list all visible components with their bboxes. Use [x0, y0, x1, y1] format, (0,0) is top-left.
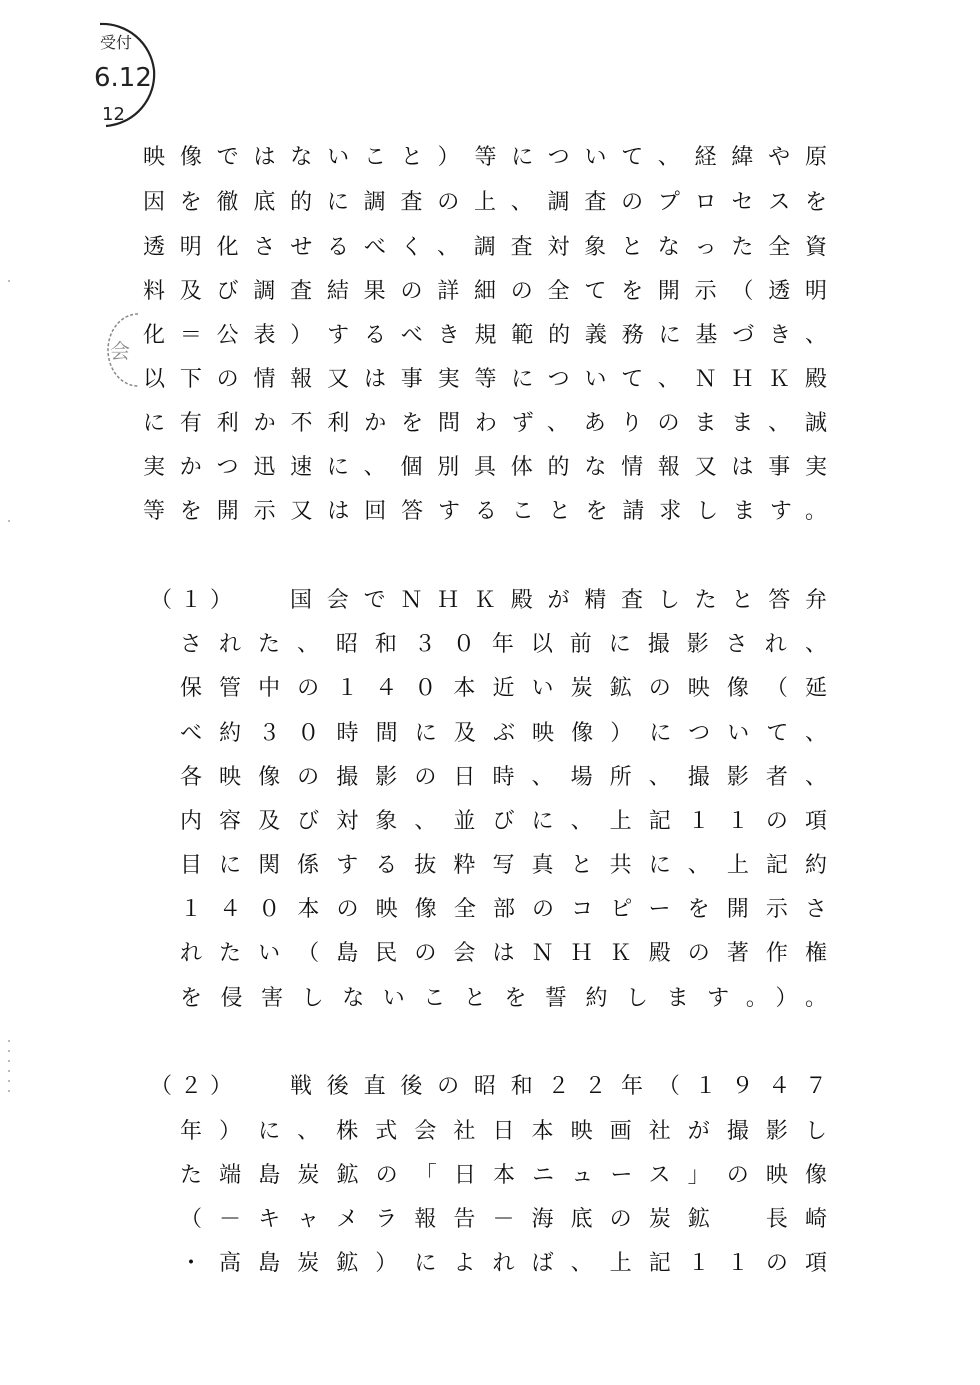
text-line: た端島炭鉱の「日本ニュース」の映像: [180, 1163, 827, 1188]
text-line: 各映像の撮影の日時、場所、撮影者、: [180, 765, 827, 790]
text-line: 化＝公表）するべき規範的義務に基づき、: [143, 323, 827, 348]
seal-icon: [98, 310, 140, 390]
text-line: れたい（島民の会はＮＨＫ殿の著作権: [180, 941, 827, 966]
text-line: 以下の情報又は事実等について、ＮＨＫ殿: [143, 367, 827, 392]
text-line: 内容及び対象、並びに、上記１１の項: [180, 809, 827, 834]
text-line: 国会でＮＨＫ殿が精査したと答弁: [290, 588, 827, 613]
text-line: された、昭和３０年以前に撮影され、: [180, 632, 827, 657]
received-date-stamp: [92, 20, 162, 130]
text-line: 料及び調査結果の詳細の全てを開示（透明: [143, 279, 827, 304]
stamp-circle-icon: [92, 20, 162, 130]
text-line: 年）に、株式会社日本映画社が撮影し: [180, 1119, 827, 1144]
text-line: べ約３０時間に及ぶ映像）について、: [180, 721, 827, 746]
text-line: 目に関係する抜粋写真と共に、上記約: [180, 853, 827, 878]
text-line: 映像ではないこと）等について、経緯や原: [143, 145, 827, 170]
seal-text: 会: [110, 339, 130, 363]
text-line: 戦後直後の昭和２２年（１９４７: [290, 1074, 827, 1099]
stamp-text-3: 12: [102, 104, 125, 125]
text-line: に有利か不利かを問わず、ありのまま、誠: [143, 411, 827, 436]
item-1-marker: （１）: [150, 588, 232, 613]
text-line: 因を徹底的に調査の上、調査のプロセスを: [143, 190, 827, 215]
text-line: １４０本の映像全部のコピーを開示さ: [180, 897, 827, 922]
text-line: ・高島炭鉱）によれば、上記１１の項: [180, 1251, 827, 1276]
text-line: を侵害しないことを誓約します。）。: [180, 986, 827, 1011]
binding-marks: [0, 0, 18, 1385]
text-line: 実かつ迅速に、個別具体的な情報又は事実: [143, 455, 827, 480]
text-line: （－キャメラ報告－海底の炭鉱 長崎: [180, 1207, 827, 1232]
margin-seal: [98, 310, 140, 390]
stamp-text-2: 6.12: [94, 63, 152, 93]
stamp-text-1: 受付: [100, 33, 133, 52]
text-line: 透明化させるべく、調査対象となった全資: [143, 235, 827, 260]
item-2-marker: （２）: [150, 1074, 232, 1099]
text-line: 等を開示又は回答することを請求します。: [143, 499, 827, 524]
text-line: 保管中の１４０本近い炭鉱の映像（延: [180, 676, 827, 701]
